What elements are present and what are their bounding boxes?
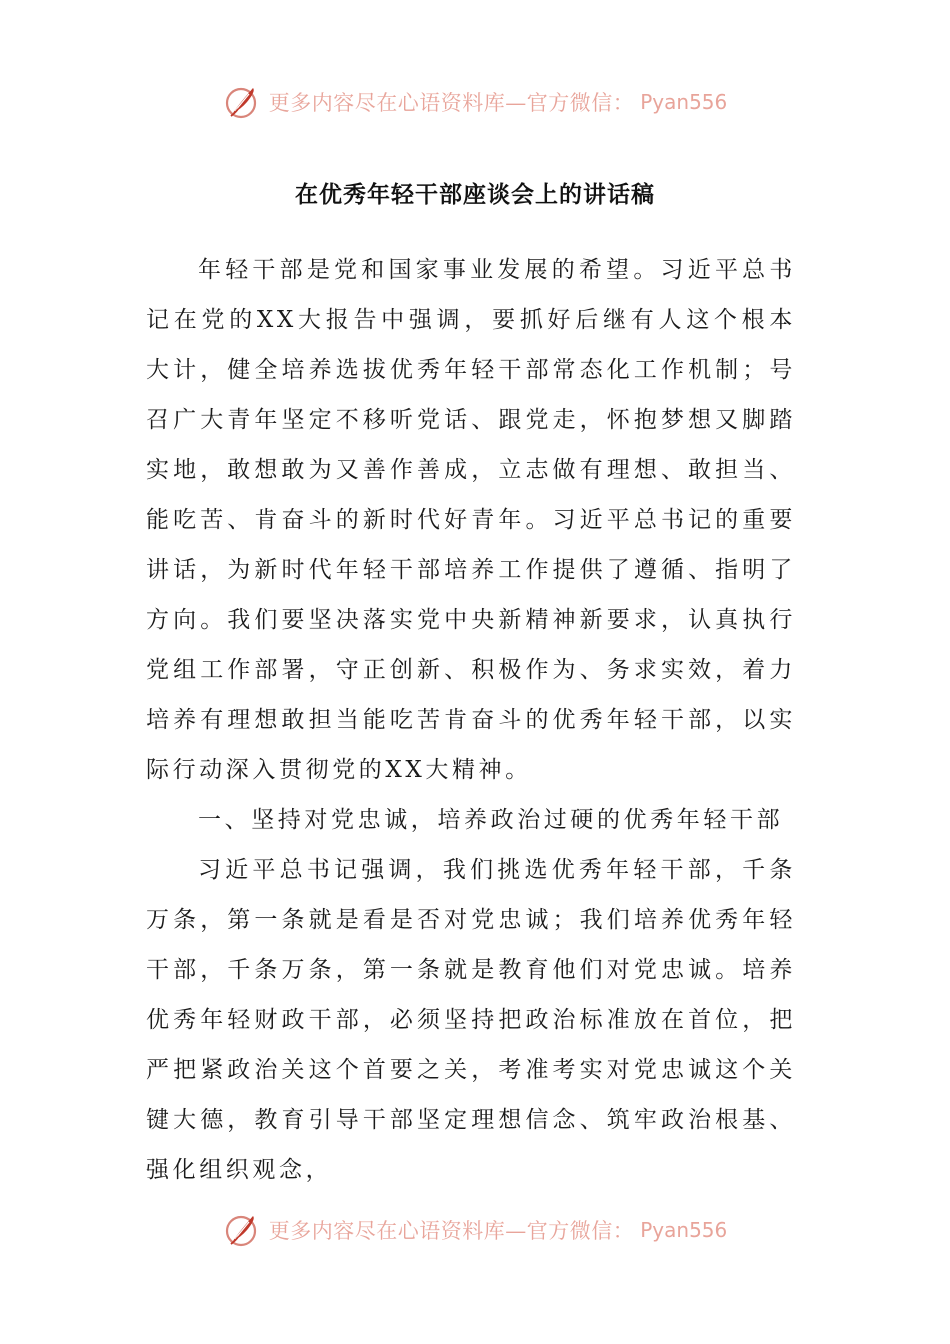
paragraph-section-1: 习近平总书记强调，我们挑选优秀年轻干部，千条万条，第一条就是看是否对党忠诚；我们培养优秀年轻干部，千条万条，第一条就是教育他们对党忠诚。培养优秀年轻财政干部，必须坚持把政治标准放在首位，把严把紧政治关这个首要之关，考准考实对党忠诚这个关键大德，教育引导干部坚定理想信念、筑牢政治根基、强化组织观念， bbox=[146, 857, 796, 1183]
watermark-banner-top bbox=[0, 80, 950, 124]
document-title: 在优秀年轻干部座谈会上的讲话稿 bbox=[295, 182, 655, 208]
paragraph-intro: 年轻干部是党和国家事业发展的希望。习近平总书记在党的XX大报告中强调，要抓好后继有人这个根本大计，健全培养选拔优秀年轻干部常态化工作机制；号召广大青年坚定不移听党话、跟党走，怀抱梦想又脚踏实地，敢想敢为又善作善成，立志做有理想、敢担当、能吃苦、肯奋斗的新时代好青年。习近平总书记的重要讲话，为新时代年轻干部培养工作提供了遵循、指明了方向。我们要坚决落实党中央新精神新要求，认真执行党组工作部署，守正创新、积极作为、务求实效，着力培养有理想敢担当能吃苦肯奋斗的优秀年轻干部，以实际行动深入贯彻党的XX大精神。 bbox=[146, 257, 796, 783]
watermark-site-text: 更多内容尽在心语资料库—官方微信： bbox=[268, 91, 635, 115]
document-body bbox=[146, 245, 796, 1195]
watermark-wechat-id: Pyan556 bbox=[640, 1218, 728, 1242]
watermark-wechat-id: Pyan556 bbox=[640, 90, 728, 114]
section-heading-1: 一、坚持对党忠诚，培养政治过硬的优秀年轻干部 bbox=[198, 807, 784, 833]
watermark-site-text: 更多内容尽在心语资料库—官方微信： bbox=[268, 1219, 635, 1243]
quill-pen-logo-icon bbox=[223, 1210, 263, 1250]
quill-pen-logo-icon bbox=[223, 82, 263, 122]
watermark-banner-bottom bbox=[0, 1208, 950, 1252]
